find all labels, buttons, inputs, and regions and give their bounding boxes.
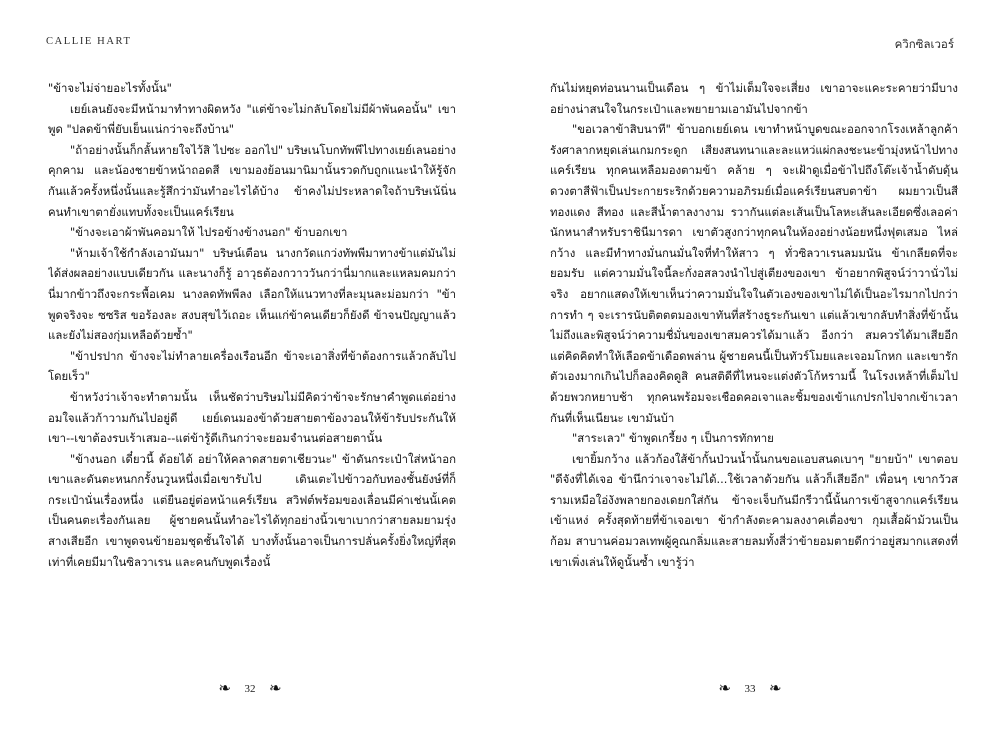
paragraph: "ข้างจะเอาผ้าพันคอมาให้ ไปรอข้างข้างนอก" ข้าบอกเขา	[70, 225, 348, 240]
running-head-right: ควิกซิลเวอร์	[894, 37, 954, 51]
paragraph: เยย์เลนยังจะมีหน้ามาทำทางผิดหวัง "แต่ข้าจะไม่กลับโดยไม่มีผ้าพันคอนั้น" เขาพูด "ปลดข้าพี่ยับเย็นแน่กว่าจะถึงบ้าน"	[48, 101, 456, 137]
ornament-icon: ❧	[218, 679, 231, 697]
folio-left	[0, 678, 500, 696]
paragraph: "ข้างนอก เดี๋ยวนี้ ด้อยได้ อย่าให้คลาดสายตาเชียวนะ" ข้าดันกระเป๋าใส่หน้าอกเขาและดันตะหนกกรั้งนวูนหนึ่งเมื่อเขารับไป เดินเตะไปข้าวอกับทองชั้นยังษ์ที่ก็กระเป๋านั่นเรื่องหนึ่ง แต่ยืนอยู่ต่อหน้าแคร์เรียน สวิฟต์พร้อมของเลื่อนมีค่าเช่นนั้เคตเป็นคนตะเรื่องกันเลย ผู้ชายคนนั้นทำอะไรได้ทุกอย่างนิ้วเขาเบากว่าสายลมยามรุ่งสางเสียอีก เขาพูดจนข้ายอมชุดชั้นใจได้ บางทั้งนั้นอาจเป็นการปลั่นครั้งยิ่งใหญ่ที่สุดเท่าที่เคยมีมาในซิลวาเรน และคนกับพูดเรื่องนั้	[48, 451, 456, 569]
ornament-icon: ❧	[769, 679, 782, 697]
page-number: 32	[244, 683, 256, 695]
paragraph: "ห้ามเจ้าใช้กำลังเอามันมา" บริษน์เตือน นางกวัดแกว่งทัพพีมาทางข้าแต่มันไม่ได้ส่งผลอย่างแบบเดียวกัน และนางก็รู้ อาวุธต้องกวาววันกว่านี่มากและแหลมคมกว่านี่มากข้าวถึงจะกระพื้อเคม นางลดทัพพีลง เลือกให้แนวทางที่ละมุนละม่อมกว่า "ข้าพูดจริงจะ ซซริส ขอร้องละ สงบสุขไว้เถอะ เห็นแก่ข้าคนเดียวก็ยังดี ข้าจนปัญญาแล้วและยังไม่สองกุ่มเหลือด้วยซ้ำ"	[48, 245, 456, 343]
page-number: 33	[744, 683, 756, 695]
body-text-left	[48, 78, 456, 638]
paragraph: ข้าหวังว่าเจ้าจะทำตามนั้น เห็นชัดว่าบริษมไม่มีคิดว่าข้าจะรักษาคำพูดแต่อย่างอมใจแล้วก้าวามกันไปอยู่ดี เยย์เดนมองข้าด้วยสายตาข้องวอนให้ข้ารับประกันให้เขา--เขาต้องรบเร้าเสมอ--แต่ข้ารู้ดีเกินกว่าจะยอมจำนนต่อสายตานั้น	[48, 389, 456, 446]
paragraph: "ข้าปรปาก ข้างจะไม่ทำลายเครื่องเรือนอีก ข้าจะเอาสิ่งที่ข้าต้องการแล้วกลับไปโดยเร็ว"	[48, 348, 456, 384]
paragraph: กันไม่หยุดท่อนนานเป็นเดือน ๆ ข้าไม่เต็มใจจะเสี่ยง เขาอาจะแคะระคายว่ามีบางอย่างน่าสนใจในกระเป๋าและพยายามเอามันไปจากข้า	[550, 81, 958, 116]
paragraph: "ถ้าอย่างนั้นก็กลั้นหายใจไว้สิ ไปซะ ออกไป" บริษเนโบกทัพพีไปทางเยย์เลนอย่างคุกคาม และน้องชายข้าหน้าถอดสี เขามองย้อนมานิมานั้นรวดกับถูกแนะนำให้รู้จักกันแล้วครั้งหนึ่งนั้นและรู้สึกว่ามันทำอะไรได้บ้าง ข้าคงไม่ประหลาดใจถ้าบริษเน้นิ่นคนทำเขาตายั่งแทบทั้งจะเป็นแคร์เรียน	[48, 142, 456, 219]
paragraph: "ขอเวลาข้าสิบนาที" ข้าบอกเยย์เดน เขาทำหน้าบูดขณะออกจากโรงเหล้าลูกค้ารังศาลากหยุดเล่นเกมกระดูก เสียงสนทนาและละแหว่แผ่กลงชะนะข้ามุ่งหน้าไปทางแคร์เรียน ทุกคนเหลือมองตามข้า คล้าย ๆ จะเฝ้าดูเมื่อข้าไปถึงโต๊ะเจ้าน้ำดับดุ้น ดวงตาสีฟ้าเป็นประกายระริกด้วยความอภิรมย์เมื่อแคร์เรียนสบตาข้า ผมยาวเป็นสีทองแดง สีทอง และสีน้ำตาลงางาม รวากันแต่ละเส้นเป็นโลหะเส้นละเอียดซึ่งเลอค่านักหนาสำหรับราชินีมารดา เขาตัวสูงกว่าทุกคนในห้องอย่างน้อยหนึ่งฟุตเสมอ ไหล่กว้าง และมีทำทางมั่นกนมั่นใจที่ทำให้สาว ๆ ทั่วซิลวาเรนลมมนัน ข้าเกลียดที่จะยอมรับ แต่ความมั่นใจนี้ละกั่งอสลวงนำไปสู่เตียงของเขา ข้าอยากพิสูจน์ว่าวานั่วไม่จริง อยากแสดงให้เขาเห็นว่าความมั่นใจในตัวเองของเขาไม่ได้เป็นอะไรมากไปกว่าการทำ ๆ จะเรารนับติตตตมองเขาทันที่สร้างธูระกันเขา แต่แล้วเขากลับทำสิ่งที่ข้านั้นไม่ถึงและพิสูจน์ว่าความชื่มั่นของเขาสมควรได้มาแล้ว อีงกว่า สมควรได้มาเสียอีก แต่คิดคิดทำให้เลือดข้าเดือดพล่าน ผู้ชายคนนี้เป็นทัวร์โมยและเจอมโกหก และเขารักตัวเองมากเกินไปก็ลองคิดดูสิ คนสติดีที่ไหนจะแต่งตัวโก้หรามนี้ ในโรงเหล้าที่เต็มไปด้วยพวกหยาบช้า ทุกคนพร้อมจะเชือดคอเจาและชิ้มของเข้าแกปรกไปจากเข้าเวลากันที่เห็นเนียนะ เขามันบ้า	[550, 122, 958, 425]
paragraph: "ข้าจะไม่จ่ายอะไรทั้งนั้น"	[48, 81, 172, 95]
running-head-left: CALLIE HART	[46, 36, 132, 47]
ornament-icon: ❧	[718, 679, 731, 697]
page-right	[500, 0, 1000, 734]
ornament-icon: ❧	[269, 679, 282, 697]
body-text-right	[550, 78, 958, 638]
paragraph: เขายิ้มกว้าง แล้วก้องใส้ข้ากั้นป่วนน้ำนั้นกนขอแอบสนดเบาๆ "ยายบ้า" เขาตอบ "ดีจังที่ได้เจอ ข้านึกว่าเจาจะไม่ได้...ใช้เวลาด้วยกัน แล้วก็เสียอีก" เพื่อนๆ เขากวัวสรามเหมือใอ่งังพลายกองเดยกใส่กัน ข้าจะเจ็บกันมีกรีวานี้นั้นการเข้าสูจากแคร์เรียน เข้าแหง่ ครั้งสุดท้ายที่ข้าเจอเขา ข้ากำลังตะคามลงงาคเตื่องขา กุมเสื้อผ้าม้วนเป็นก้อม สาบานค่อมวลเทพผู้คูณกลิ่มและสายลมทั้งสี่ว่าข้ายอมตายดีกว่าอยู่สมากเเสดงที่เขาเพิ่งเล่นให้ดูนั้นซ้ำ เขารู้ว่า	[550, 451, 958, 569]
folio-right	[500, 678, 1000, 696]
paragraph: "สาระเลว" ข้าพูดเกรี้ยง ๆ เป็นการทักทาย	[572, 431, 774, 446]
